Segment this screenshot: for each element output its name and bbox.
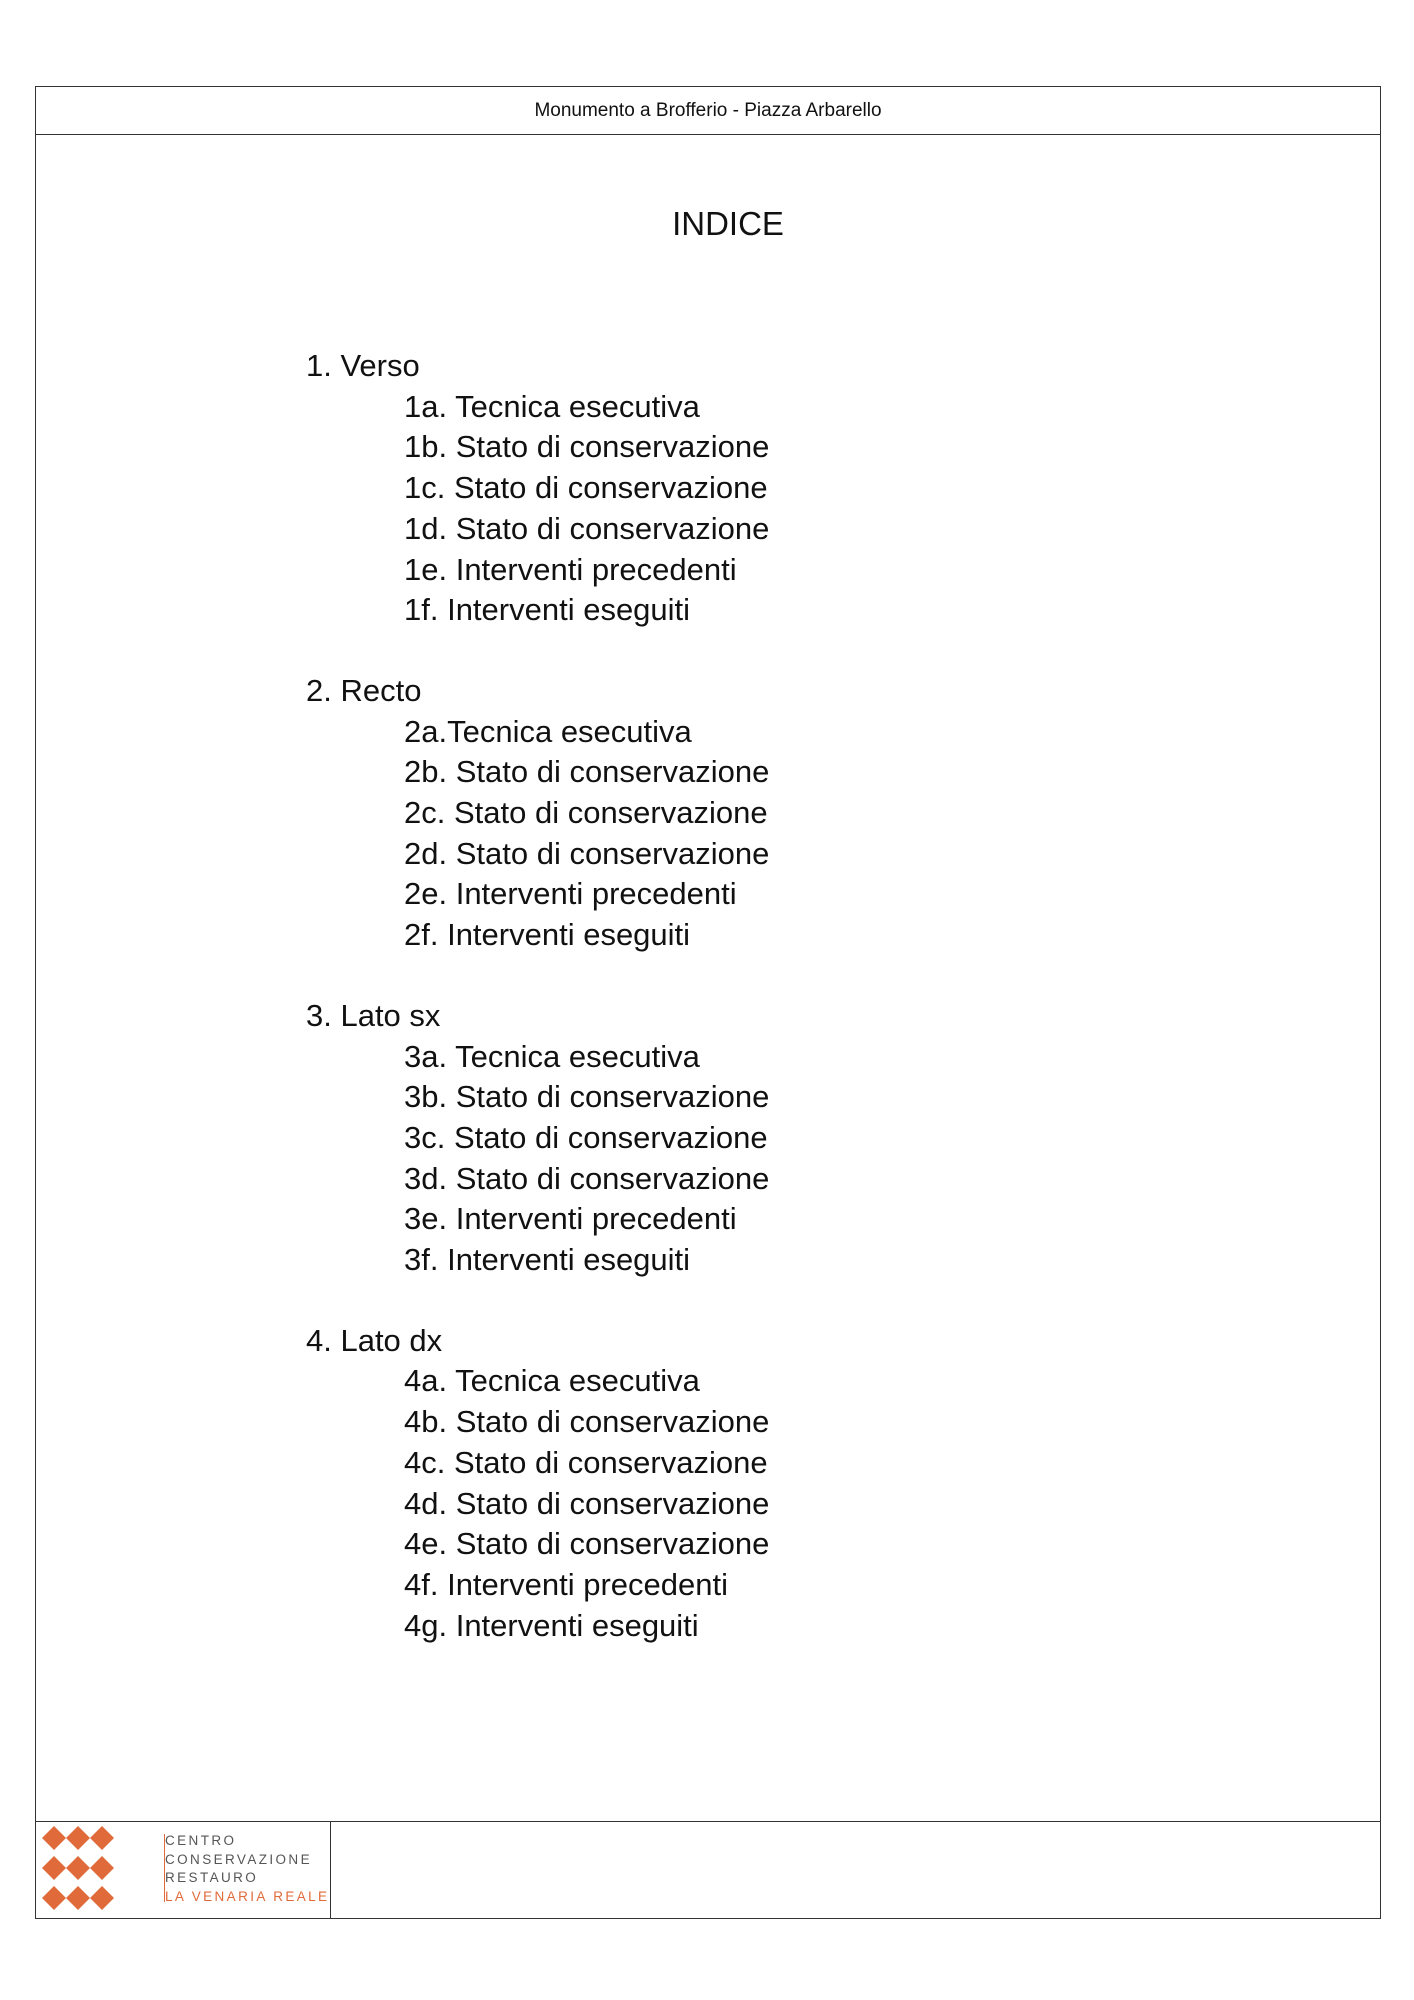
logo-line-3: RESTAURO (165, 1870, 259, 1885)
toc-subsection-item: 1d. Stato di conservazione (404, 510, 770, 546)
toc-subsection-list (306, 387, 769, 631)
toc-subsection-item: 1b. Stato di conservazione (404, 429, 770, 465)
toc-subsection-item: 4d. Stato di conservazione (404, 1485, 770, 1521)
toc-subsection-list (306, 1037, 769, 1281)
page-frame (35, 86, 1381, 1919)
logo-line-2: CONSERVAZIONE (165, 1851, 312, 1867)
table-of-contents (306, 346, 769, 1686)
toc-section-title: 1. Verso (306, 348, 420, 383)
toc-subsection-item: 3f. Interventi eseguiti (404, 1242, 691, 1278)
toc-section (306, 996, 769, 1281)
toc-subsection-item: 3c. Stato di conservazione (404, 1119, 768, 1155)
toc-subsection-item: 4g. Interventi eseguiti (404, 1607, 699, 1643)
toc-subsection-item: 4f. Interventi precedenti (404, 1566, 728, 1602)
toc-section-title: 3. Lato sx (306, 997, 441, 1033)
toc-subsection-item: 2c. Stato di conservazione (404, 795, 768, 831)
toc-subsection-item: 3a. Tecnica esecutiva (404, 1038, 700, 1074)
toc-subsection-item: 2e. Interventi precedenti (404, 876, 737, 912)
toc-subsection-item: 4e. Stato di conservazione (404, 1526, 770, 1562)
toc-section (306, 671, 769, 956)
toc-subsection-item: 2f. Interventi eseguiti (404, 917, 691, 953)
logo-block (36, 1822, 331, 1918)
toc-subsection-item: 4b. Stato di conservazione (404, 1404, 770, 1440)
toc-subsection-item: 2a.Tecnica esecutiva (404, 713, 692, 749)
toc-subsection-item: 2d. Stato di conservazione (404, 835, 770, 871)
toc-subsection-item: 3d. Stato di conservazione (404, 1160, 770, 1196)
toc-subsection-item: 4c. Stato di conservazione (404, 1444, 768, 1480)
toc-subsection-item: 1a. Tecnica esecutiva (404, 388, 700, 424)
toc-subsection-item: 4a. Tecnica esecutiva (404, 1363, 700, 1399)
toc-subsection-item: 2b. Stato di conservazione (404, 754, 770, 790)
toc-subsection-item: 1c. Stato di conservazione (404, 470, 768, 506)
toc-section-title: 4. Lato dx (306, 1322, 443, 1358)
page-title: INDICE (672, 205, 784, 242)
toc-subsection-item: 1f. Interventi eseguiti (404, 592, 691, 628)
toc-subsection-item: 3e. Interventi precedenti (404, 1201, 737, 1237)
toc-subsection-list (306, 1361, 769, 1646)
page-header (36, 87, 1380, 135)
logo-text (165, 1832, 329, 1906)
toc-section-title: 2. Recto (306, 672, 422, 708)
page-footer (36, 1821, 1380, 1918)
toc-subsection-list (306, 712, 769, 956)
toc-subsection-item: 3b. Stato di conservazione (404, 1079, 770, 1115)
header-title: Monumento a Brofferio - Piazza Arbarello (534, 99, 882, 121)
toc-section (306, 1321, 769, 1647)
toc-subsection-item: 1e. Interventi precedenti (404, 551, 737, 587)
logo-line-1: CENTRO (165, 1833, 237, 1848)
logo-line-4: LA VENARIA REALE (165, 1888, 330, 1904)
logo-diamonds-icon (40, 1824, 140, 1916)
toc-section (306, 346, 769, 631)
